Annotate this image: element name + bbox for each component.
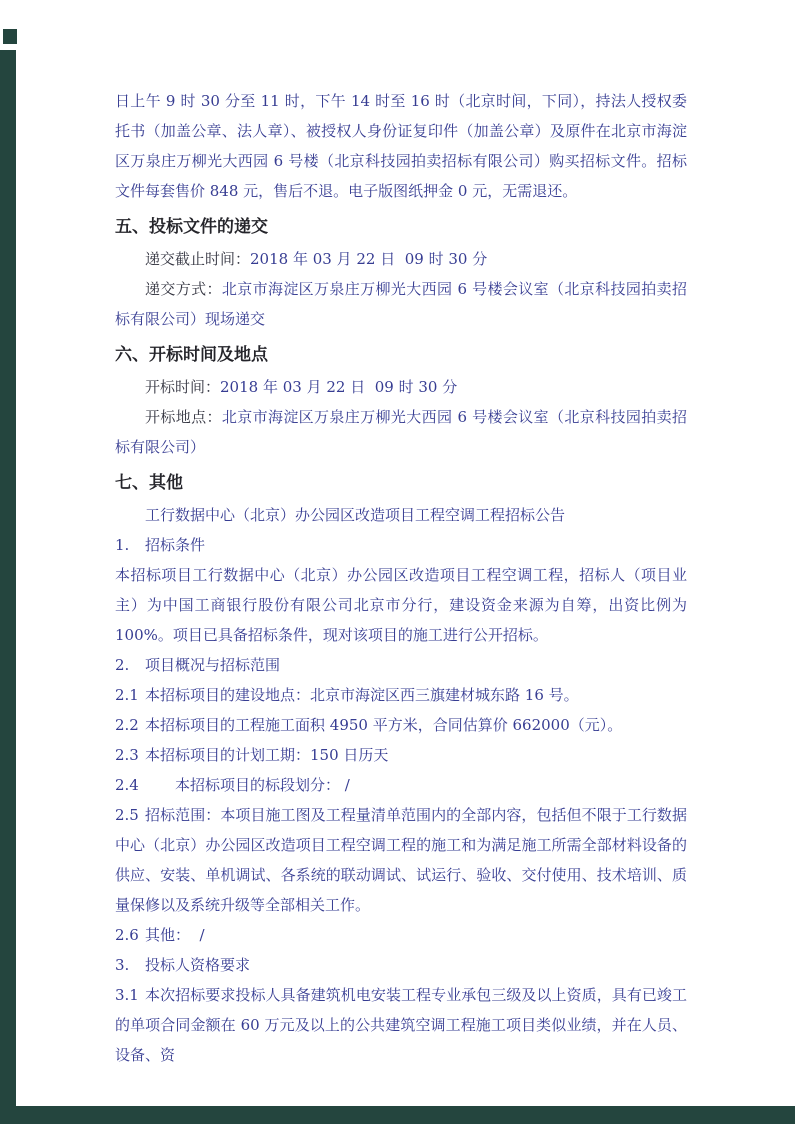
clause-number: 1. [115, 536, 130, 554]
clause-2-4 [115, 770, 687, 800]
clause-2-heading [115, 650, 687, 680]
submission-deadline-value: 2018 年 03 月 22 日 09 时 30 分 [250, 250, 488, 268]
clause-2-3 [115, 740, 687, 770]
clause-number: 2.6 [115, 926, 139, 944]
bid-opening-place-value: 北京市海淀区万泉庄万柳光大西园 6 号楼会议室（北京科技园拍卖招标有限公司） [115, 408, 687, 456]
bid-opening-place-line [115, 402, 687, 462]
clause-text: 本招标项目的建设地点：北京市海淀区西三旗建材城东路 16 号。 [145, 686, 579, 704]
submission-method-label: 递交方式： [145, 280, 222, 298]
clause-text: 本招标项目的工程施工面积 4950 平方米，合同估算价 662000（元）。 [145, 716, 623, 734]
announcement-title: 工行数据中心（北京）办公园区改造项目工程空调工程招标公告 [145, 506, 566, 524]
bid-opening-time-label: 开标时间： [145, 378, 221, 396]
bid-opening-time-value: 2018 年 03 月 22 日 09 时 30 分 [220, 378, 458, 396]
clause-1-body [115, 560, 687, 650]
clause-1-heading [115, 530, 687, 560]
submission-deadline-line [115, 244, 687, 274]
clause-text: 本招标项目的标段划分： / [175, 776, 350, 794]
clause-text: 招标条件 [145, 536, 206, 554]
page-edge-corner-mark [3, 29, 17, 44]
clause-3-1 [115, 980, 687, 1070]
clause-number: 2. [115, 656, 130, 674]
clause-2-6 [115, 920, 687, 950]
clause-number: 2.3 [115, 746, 139, 764]
section-5-heading: 五、投标文件的递交 [115, 217, 268, 237]
clause-text: 投标人资格要求 [145, 956, 251, 974]
clause-2-1 [115, 680, 687, 710]
bid-opening-place-label: 开标地点： [145, 408, 222, 426]
clause-number: 2.2 [115, 716, 139, 734]
clause-text: 本招标项目的计划工期：150 日历天 [145, 746, 389, 764]
clause-number: 2.1 [115, 686, 139, 704]
clause-number: 2.5 [115, 806, 139, 824]
intro-paragraph: 日上午 9 时 30 分至 11 时，下午 14 时至 16 时（北京时间，下同），持法人授权委托书（加盖公章、法人章）、被授权人身份证复印件（加盖公章）及原件在北京市海淀区万泉庄万柳光大西园 6 号楼（北京科技园拍卖招标有限公司）购买招标文件。招标文件每套售价 848 元，售后不退。电子版图纸押金 0 元，无需退还。 [115, 92, 687, 200]
clause-number: 3.1 [115, 986, 139, 1004]
clause-number: 2.4 [115, 776, 139, 794]
clause-2-2 [115, 710, 687, 740]
document-content [115, 86, 687, 1070]
clause-text: 本次招标要求投标人具备建筑机电安装工程专业承包三级及以上资质，具有已竣工的单项合同金额在 60 万元及以上的公共建筑空调工程施工项目类似业绩，并在人员、设备、资 [115, 986, 687, 1064]
clause-text: 招标范围：本项目施工图及工程量清单范围内的全部内容，包括但不限于工行数据中心（北京）办公园区改造项目工程空调工程的施工和为满足施工所需全部材料设备的供应、安装、单机调试、各系统的联动调试、试运行、验收、交付使用、技术培训、质量保修以及系统升级等全部相关工作。 [115, 806, 687, 914]
clause-number: 3. [115, 956, 130, 974]
section-6-heading: 六、开标时间及地点 [115, 345, 268, 365]
submission-deadline-label: 递交截止时间： [145, 250, 251, 268]
clause-2-5 [115, 800, 687, 920]
bid-opening-time-line [115, 372, 687, 402]
clause-3-heading [115, 950, 687, 980]
section-7-heading: 七、其他 [115, 473, 183, 493]
clause-text: 其他： / [145, 926, 205, 944]
submission-method-line [115, 274, 687, 334]
submission-method-value: 北京市海淀区万泉庄万柳光大西园 6 号楼会议室（北京科技园拍卖招标有限公司）现场递交 [115, 280, 687, 328]
clause-text: 本招标项目工行数据中心（北京）办公园区改造项目工程空调工程，招标人（项目业主）为中国工商银行股份有限公司北京市分行，建设资金来源为自筹，出资比例为 100%。项目已具备招标条件，现对该项目的施工进行公开招标。 [115, 566, 687, 644]
page-edge-left [0, 50, 16, 1124]
clause-text: 项目概况与招标范围 [145, 656, 281, 674]
page-edge-bottom [0, 1106, 795, 1124]
